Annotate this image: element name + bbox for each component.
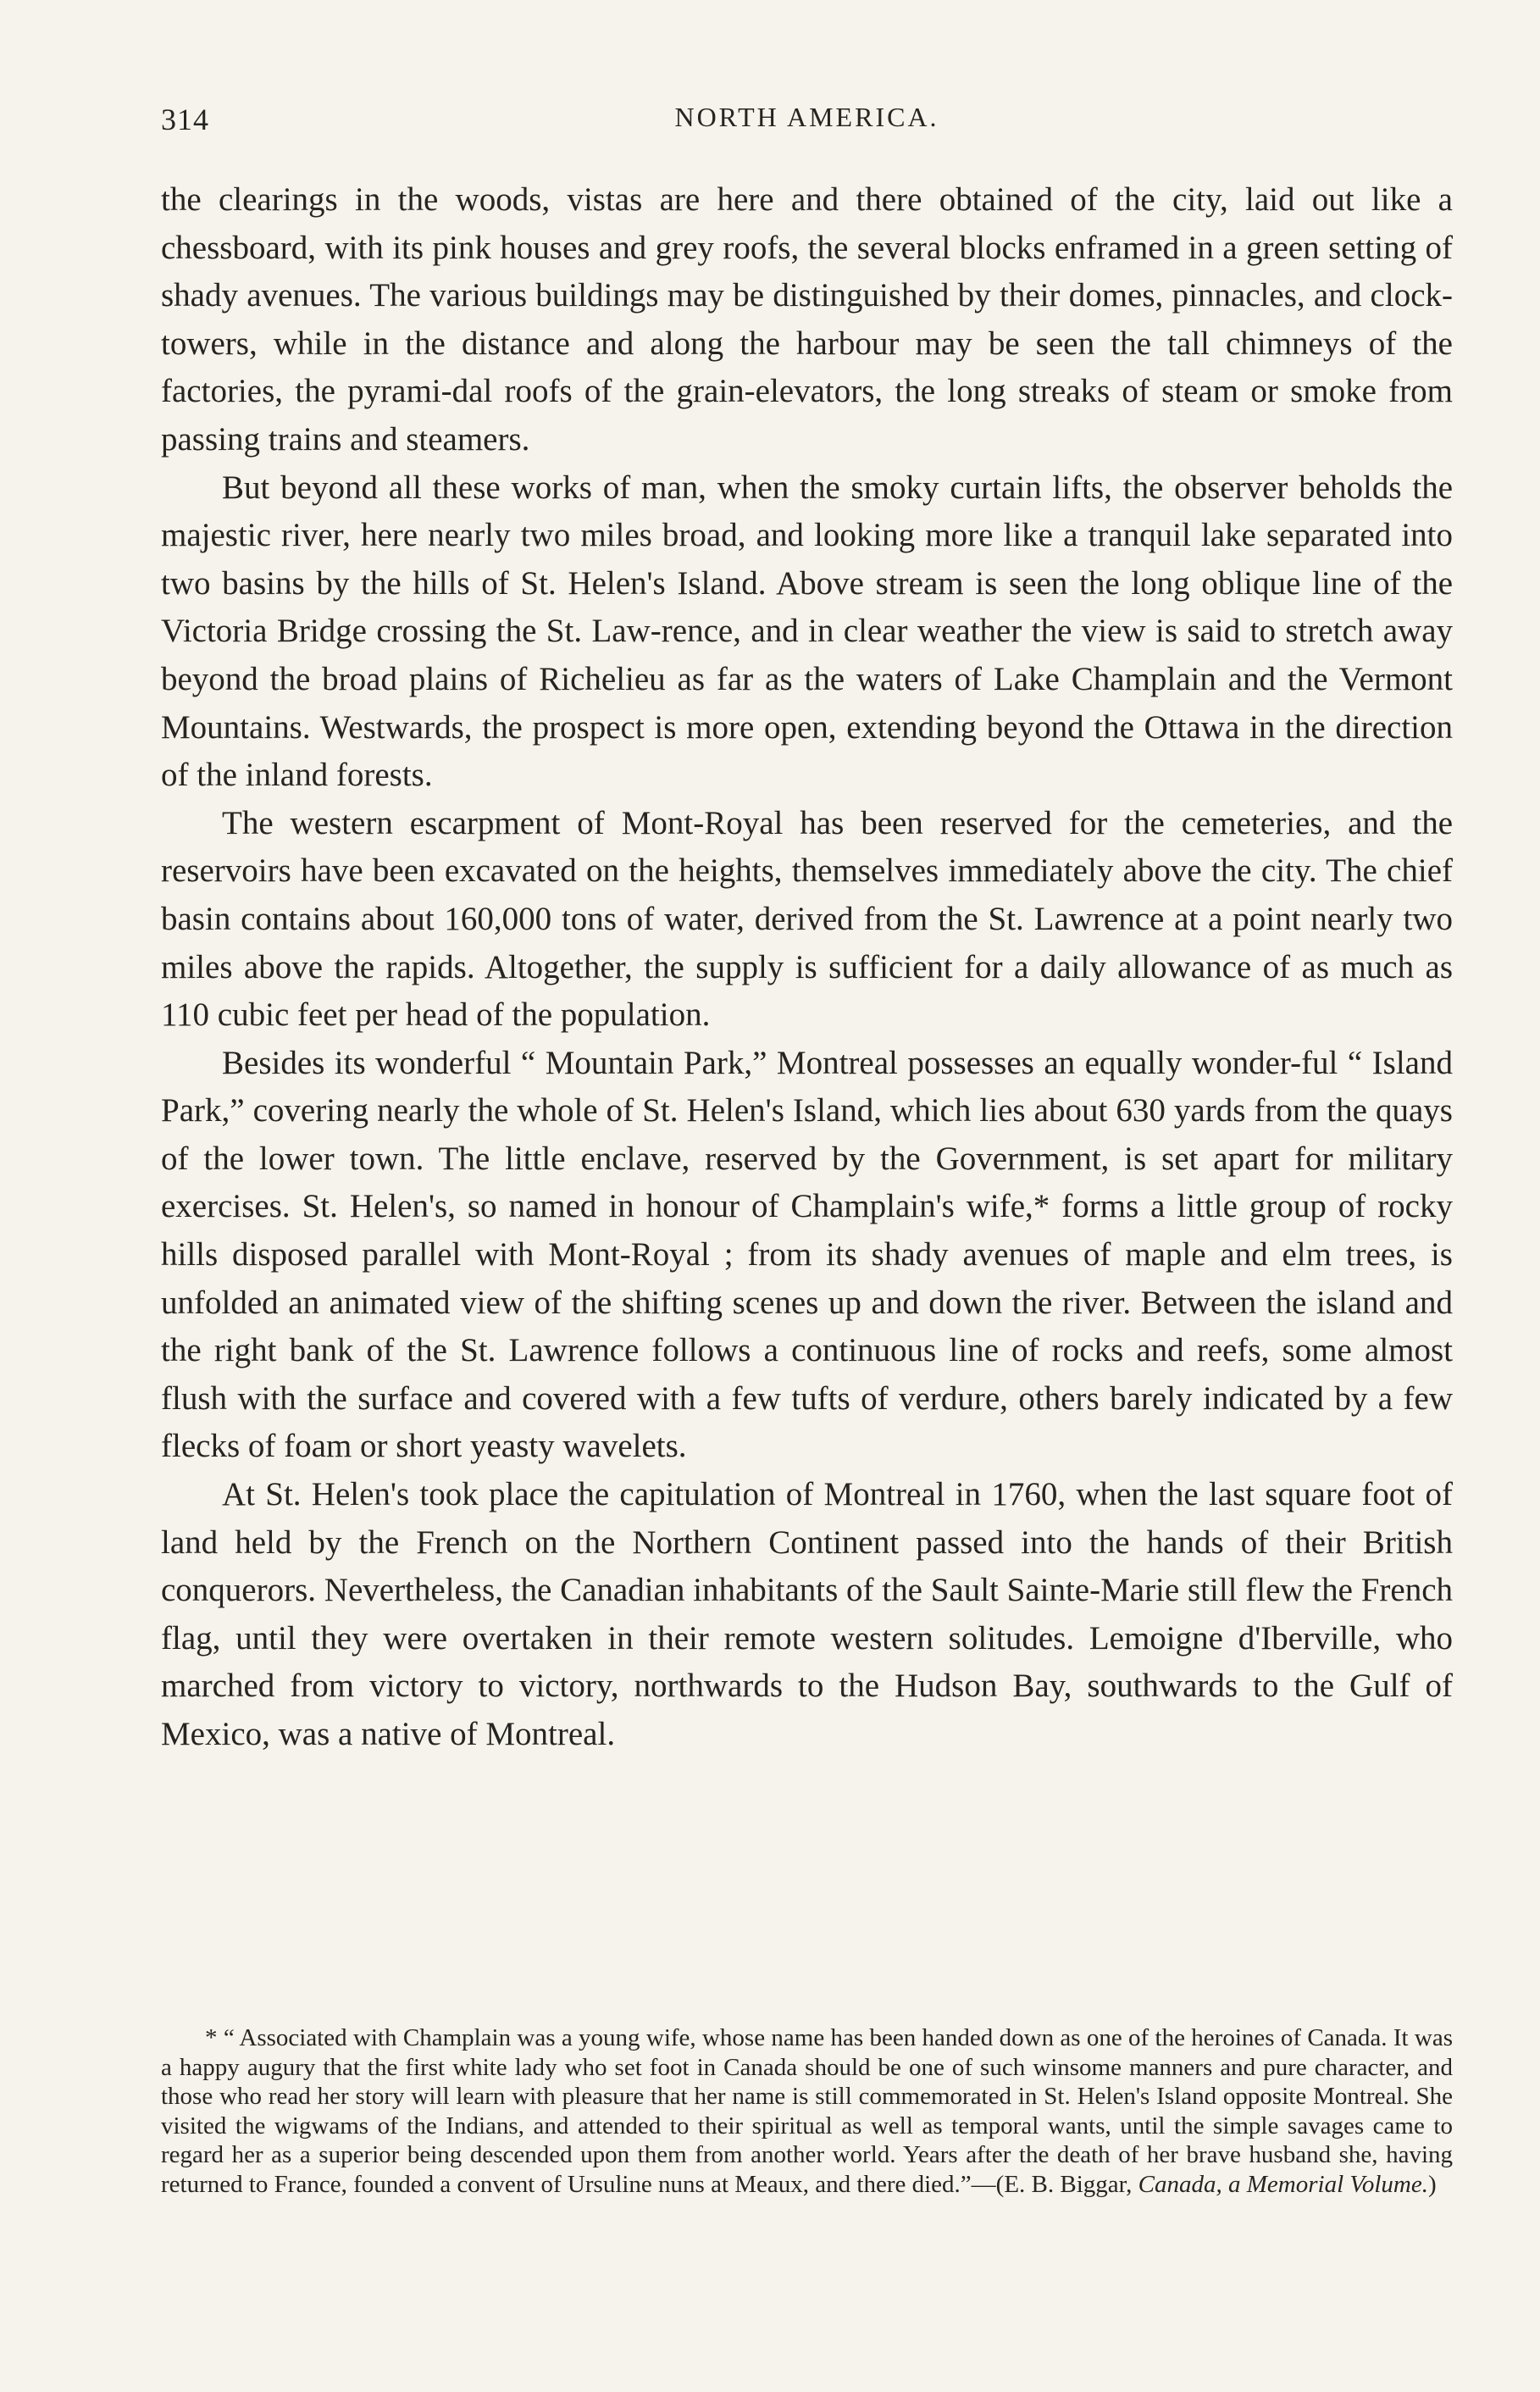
paragraph-reservoirs: The western escarpment of Mont-Royal has been reserved for the cemeteries, and the reservoirs have been excavated on the heights, themselves immediately above the city. The chief basin contains about 160,000 tons of water, derived from the St. Lawrence at a point nearly two miles above the rapids. Altogether, the supply is sufficient for a daily allowance of as much as 110 cubic feet per head of the population. <box>161 804 1453 1034</box>
body-text <box>161 176 1453 1759</box>
paragraph-river-view: But beyond all these works of man, when the smoky curtain lifts, the observer beholds the majestic river, here nearly two miles broad, and looking more like a tranquil lake separated into two basins by the hills of St. Helen's Island. Above stream is seen the long oblique line of the Victoria Bridge crossing the St. Law-rence, and in clear weather the view is said to stretch away beyond the broad plains of Richelieu as far as the waters of Lake Champlain and the Vermont Mountains. Westwards, the prospect is more open, extending beyond the Ottawa in the direction of the inland forests. <box>161 469 1453 794</box>
paragraph-capitulation: At St. Helen's took place the capitulation of Montreal in 1760, when the last square foot of land held by the French on the Northern Continent passed into the hands of their British conquerors. Nevertheless, the Canadian inhabitants of the Sault Sainte-Marie still flew the French flag, until they were overtaken in their remote western solitudes. Lemoigne d'Iberville, who marched from victory to victory, northwards to the Hudson Bay, southwards to the Gulf of Mexico, was a native of Montreal. <box>161 1476 1453 1752</box>
page-number: 314 <box>161 103 209 136</box>
page-header <box>161 102 1453 144</box>
footnote-paragraph <box>161 2023 1453 2199</box>
footnote-source-title: Canada, a Memorial Volume. <box>1138 2170 1428 2198</box>
paragraph-island-park: Besides its wonderful “ Mountain Park,” Montreal possesses an equally wonder-ful “ Island Park,” covering nearly the whole of St. Helen's Island, which lies about 630 yards from the quays of the lower town. The little enclave, reserved by the Government, is set apart for military exercises. St. Helen's, so named in honour of Champlain's wife,* forms a little group of rocky hills disposed parallel with Mont-Royal ; from its shady avenues of maple and elm trees, is unfolded an animated view of the shifting scenes up and down the river. Between the island and the right bank of the St. Lawrence follows a continuous line of rocks and reefs, some almost flush with the surface and covered with a few tufts of verdure, others barely indicated by a few flecks of foam or short yeasty wavelets. <box>161 1044 1453 1465</box>
paragraph-continued: the clearings in the woods, vistas are here and there obtained of the city, laid out like a chessboard, with its pink houses and grey roofs, the several blocks enframed in a green setting of shady avenues. The various buildings may be distinguished by their domes, pinnacles, and clock-towers, while in the distance and along the harbour may be seen the tall chimneys of the factories, the pyrami-dal roofs of the grain-elevators, the long streaks of steam or smoke from passing trains and steamers. <box>161 181 1453 458</box>
footnote-text: * “ Associated with Champlain was a young wife, whose name has been handed down as one of the heroines of Canada. It was a happy augury that the first white lady who set foot in Canada should be one of such winsome manners and pure character, and those who read her story will learn with pleasure that her name is still commemorated in St. Helen's Island opposite Montreal. She visited the wigwams of the Indians, and attended to their spiritual as well as temporal wants, until the simple savages came to regard her as a superior being descended upon them from another world. Years after the death of her brave husband she, having returned to France, founded a convent of Ursuline nuns at Meaux, and there died.”—(E. B. Biggar, <box>161 2024 1453 2198</box>
running-head: NORTH AMERICA. <box>674 102 939 132</box>
footnote <box>161 2023 1453 2199</box>
footnote-closing: ) <box>1428 2170 1437 2198</box>
